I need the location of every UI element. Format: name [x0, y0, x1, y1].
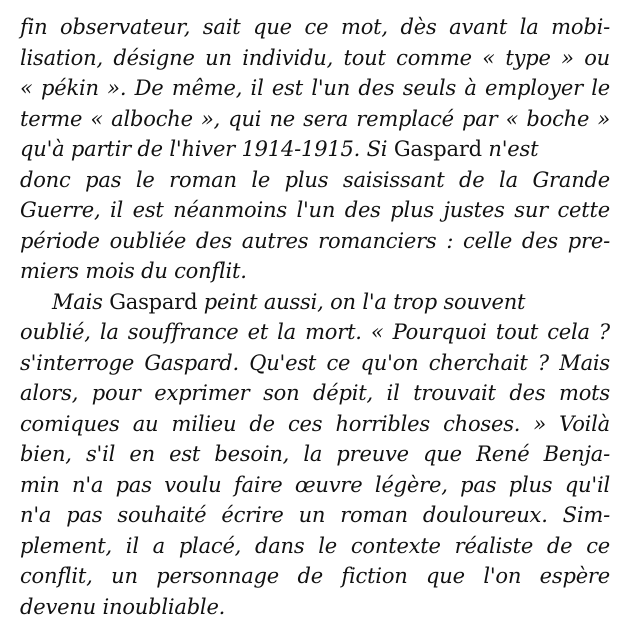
text-line: s'interroge Gaspard. Qu'est ce qu'on cherchait ? Mais [20, 350, 610, 375]
text-line: période oubliée des autres romanciers : celle des pre- [20, 228, 610, 253]
text-line: n'a pas souhaité écrire un roman douloureux. Sim- [20, 503, 610, 527]
text-line: fin observateur, sait que ce mot, dès avant la mobi- [20, 15, 610, 39]
text-line [20, 287, 610, 318]
paragraph-1 [20, 12, 610, 287]
novel-title: Gaspard [109, 289, 198, 314]
text-line: comiques au milieu de ces horribles choses. » Voilà [20, 411, 610, 436]
text-segment: n'est [481, 137, 539, 161]
text-line: alors, pour exprimer son dépit, il trouvait des mots [20, 381, 610, 405]
text-segment: peint aussi, on l'a trop souvent [197, 289, 526, 314]
text-line: miers mois du conflit. [20, 259, 247, 283]
text-line [20, 134, 610, 165]
text-line: Guerre, il est néanmoins l'un des plus justes sur cette [20, 198, 610, 222]
paragraph-2 [20, 287, 610, 623]
text-line: « pékin ». De même, il est l'un des seuls à employer le [20, 76, 610, 100]
text-line: conflit, un personnage de fiction que l'on espère [20, 564, 610, 588]
text-segment: qu'à partir de l'hiver 1914-1915. Si [20, 137, 394, 161]
text-segment: Mais [52, 289, 110, 314]
text-line: oublié, la souffrance et la mort. « Pourquoi tout cela ? [20, 320, 610, 344]
text-line: terme « alboche », qui ne sera remplacé par « boche » [20, 106, 610, 131]
novel-title: Gaspard [393, 137, 482, 161]
text-line: donc pas le roman le plus saisissant de la Grande [20, 167, 610, 192]
body-text [20, 12, 610, 622]
text-line: plement, il a placé, dans le contexte réaliste de ce [20, 533, 610, 558]
text-line: bien, s'il en est besoin, la preuve que René Benja- [20, 442, 610, 466]
text-line: lisation, désigne un individu, tout comme « type » ou [20, 45, 610, 70]
text-line: devenu inoubliable. [20, 594, 226, 619]
text-line: min n'a pas voulu faire œuvre légère, pas plus qu'il [20, 472, 610, 497]
